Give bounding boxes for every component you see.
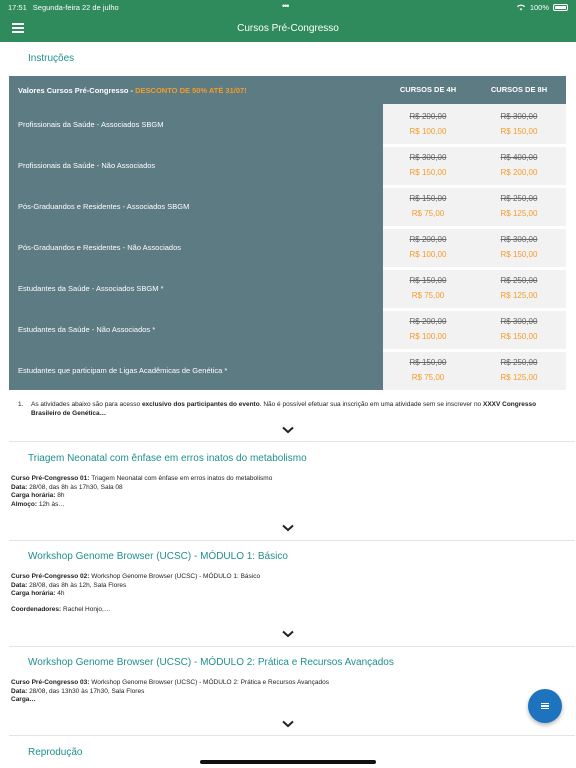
price-cell-8h [484,150,554,180]
price-row-label: Profissionais da Saúde - Não Associados [18,161,156,170]
price-cell-4h [393,314,463,344]
old-price: R$ 150,00 [409,194,447,203]
expand-chevron-icon[interactable] [282,524,294,532]
divider [9,540,575,541]
old-price: R$ 200,00 [409,317,447,326]
course-key: Carga horária: [11,590,58,597]
app-bar [0,14,576,42]
price-cell-8h [484,355,554,385]
price-row-label: Estudantes da Saúde - Não Associados * [18,325,156,334]
discounted-price: R$ 100,00 [409,250,447,259]
expand-chevron-icon[interactable] [282,630,294,638]
discounted-price: R$ 100,00 [409,127,447,136]
discounted-price: R$ 125,00 [500,291,538,300]
note-bold-2: XXXV Congresso Brasileiro de Genética… [31,401,537,417]
old-price: R$ 200,00 [409,112,447,121]
course-key: Carga… [11,696,36,703]
course-key: Data: [11,483,30,491]
price-cell-8h [484,314,554,344]
battery-icon [553,4,568,11]
old-price: R$ 300,00 [500,235,538,244]
course-value: Workshop Genome Browser (UCSC) - MÓDULO 1: Básico [91,573,261,580]
price-table-header [18,86,247,95]
price-cell-8h [484,109,554,139]
old-price: R$ 150,00 [409,276,447,285]
discounted-price: R$ 150,00 [500,332,538,341]
battery-percent: 100% [529,2,549,12]
course-details-2 [11,573,260,614]
course-value: 4h [57,590,65,597]
price-cell-4h [393,232,463,262]
note-text-2: . Não é possível efetuar sua inscrição em uma atividade sem se inscrever no [259,401,483,408]
divider [9,441,575,442]
note-number: 1. [18,401,24,408]
discounted-price: R$ 125,00 [500,209,538,218]
expand-chevron-icon[interactable] [282,426,294,434]
note-bold-1: exclusivo dos participantes do evento [141,401,260,408]
old-price: R$ 250,00 [500,358,538,367]
price-cell-8h [484,232,554,262]
price-row-label: Pós-Graduandos e Residentes - Associados SBGM [18,202,190,211]
price-cell-4h [393,150,463,180]
list-menu-button[interactable] [528,689,562,723]
course-key: Curso Pré-Congresso 02: [11,573,92,580]
course-key: Data: [11,687,30,695]
course-title-2[interactable]: Workshop Genome Browser (UCSC) - MÓDULO 1: Básico [28,551,288,562]
discounted-price: R$ 75,00 [411,373,445,382]
price-table-header-text: Valores Cursos Pré-Congresso - [18,86,136,95]
course-value: 12h às… [38,500,65,508]
old-price: R$ 200,00 [409,235,447,244]
course-key: Curso Pré-Congresso 03: [11,679,92,686]
section-title-reproducao[interactable]: Reprodução [28,747,83,758]
course-key: Coordenadores: [11,605,64,613]
status-right [516,3,568,12]
price-row-label: Pós-Graduandos e Residentes - Não Associados [18,243,182,252]
discounted-price: R$ 150,00 [409,168,447,177]
course-value: 28/08, das 8h às 12h, Sala Flores [29,581,127,589]
discounted-price: R$ 200,00 [500,168,538,177]
discounted-price: R$ 75,00 [411,209,445,218]
old-price: R$ 150,00 [409,358,447,367]
page-title: Cursos Pré-Congresso [237,22,339,34]
course-value: Rachel Honjo,… [63,605,111,613]
course-title-1[interactable]: Triagem Neonatal com ênfase em erros inatos do metabolismo [28,453,307,464]
course-value: 28/08, das 13h30 às 17h30, Sala Flores [29,687,145,695]
old-price: R$ 300,00 [500,317,538,326]
course-key: Data: [11,581,30,589]
old-price: R$ 250,00 [500,194,538,203]
course-key: Carga horária: [11,492,58,499]
multitasking-dots-icon[interactable]: ••• [282,1,289,11]
price-cell-4h [393,355,463,385]
col-header-8h: CURSOS DE 8H [490,85,548,94]
course-value: Workshop Genome Browser (UCSC) - MÓDULO 2: Prática e Recursos Avançados [91,679,330,686]
hamburger-menu-icon[interactable] [12,23,24,33]
price-cell-8h [484,191,554,221]
instructions-note [18,400,566,418]
discount-text: DESCONTO DE 50% ATÉ 31/07! [135,86,247,95]
status-date: Segunda-feira 22 de julho [32,2,119,12]
price-table [9,76,566,390]
discounted-price: R$ 75,00 [411,291,445,300]
price-cell-8h [484,273,554,303]
course-details-3 [11,679,329,705]
old-price: R$ 300,00 [409,153,447,162]
price-cell-4h [393,273,463,303]
price-row-label: Profissionais da Saúde - Associados SBGM [18,120,164,129]
list-icon [541,702,549,710]
col-header-4h: CURSOS DE 4H [399,85,457,94]
discounted-price: R$ 150,00 [500,250,538,259]
old-price: R$ 250,00 [500,276,538,285]
divider [9,735,575,736]
discounted-price: R$ 100,00 [409,332,447,341]
price-cell-4h [393,109,463,139]
price-row-label: Estudantes da Saúde - Associados SBGM * [18,284,164,293]
home-indicator[interactable] [200,760,376,764]
course-key: Almoço: [11,500,39,508]
status-bar [0,0,576,14]
discounted-price: R$ 150,00 [500,127,538,136]
status-time: 17:51 [8,2,27,12]
price-cell-4h [393,191,463,221]
divider [9,646,575,647]
old-price: R$ 400,00 [500,153,538,162]
course-title-3[interactable]: Workshop Genome Browser (UCSC) - MÓDULO 2: Prática e Recursos Avançados [28,657,394,668]
course-value: 8h [57,492,65,499]
wifi-icon [516,3,526,11]
note-text-1: As atividades abaixo são para acesso [31,401,142,408]
price-row-label: Estudantes que participam de Ligas Acadêmicas de Genética * [18,366,228,375]
course-key: Curso Pré-Congresso 01: [11,475,92,482]
old-price: R$ 300,00 [500,112,538,121]
course-details-1 [11,475,272,509]
expand-chevron-icon[interactable] [282,720,294,728]
course-value: Triagem Neonatal com ênfase em erros inatos do metabolismo [91,475,273,482]
course-value: 28/08, das 8h às 17h30, Sala 08 [29,483,123,491]
section-title-instrucoes[interactable]: Instruções [28,53,75,64]
discounted-price: R$ 125,00 [500,373,538,382]
